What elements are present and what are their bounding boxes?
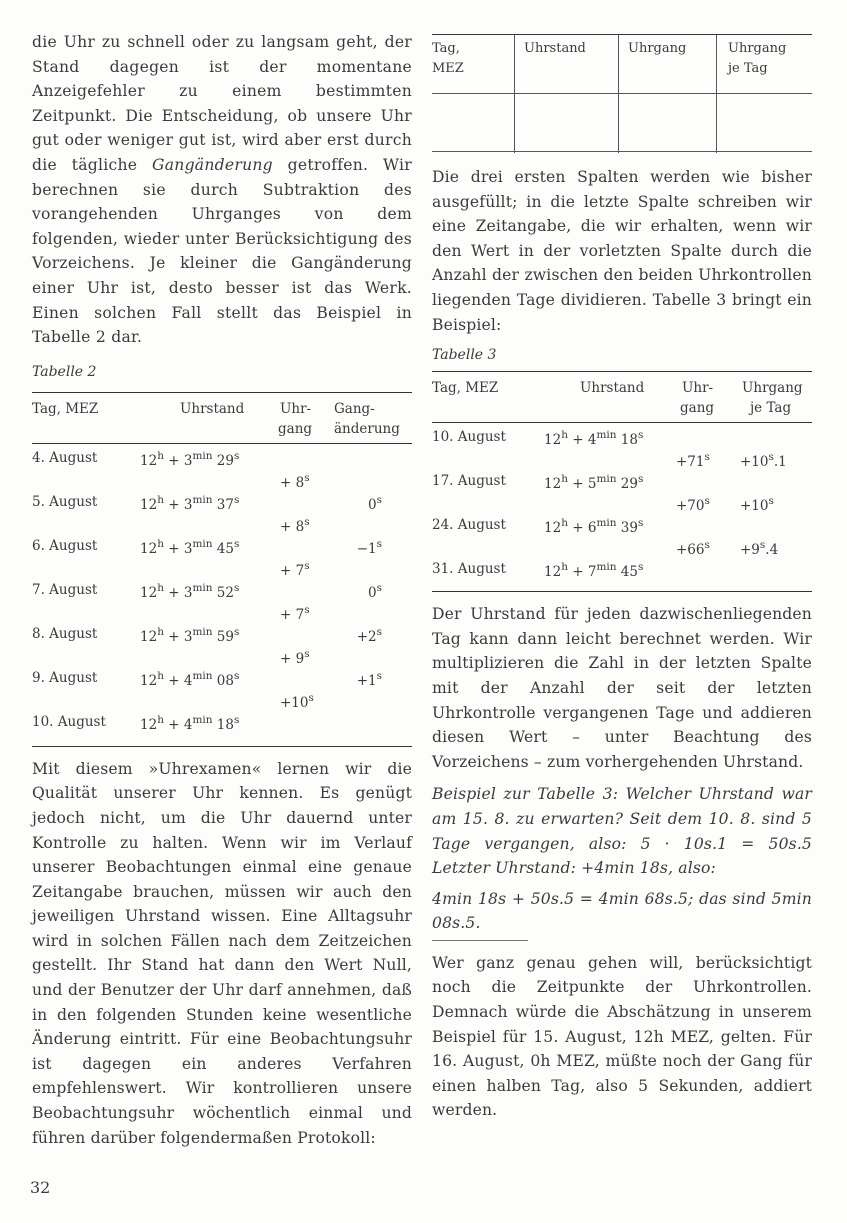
left-p1-rest: getroffen. Wir berechnen sie durch Subtraktion des vorangehenden Uhrganges von dem folgenden, wieder unter Berücksichtigung des Vorzeichens. Je kleiner die Gangänderung einer Uhr ist, desto besser ist das Werk. Einen solchen Fall stellt das Beispiel in Tabelle 2 dar. — [32, 155, 412, 347]
table2-row-date: 5. August — [32, 493, 98, 510]
page-number: 32 — [30, 1178, 51, 1197]
table2-row-gang: + $7^s$ — [280, 603, 310, 623]
empty-table-mid-rule — [432, 93, 812, 94]
table2-row-gang: + $7^s$ — [280, 559, 310, 579]
table3-body — [432, 423, 812, 591]
table3-row-gang: $+71^s$ — [676, 451, 710, 471]
table3-row-date: 24. August — [432, 517, 506, 534]
table2-header-gang-2: gang — [278, 420, 313, 437]
left-column — [32, 30, 412, 1150]
table2-bottom-rule — [32, 746, 412, 747]
example-paragraph-2: 4min 18s + 50s.5 = 4min 68s.5; das sind 5min 08s.5. — [432, 889, 812, 933]
table2-row-stand: $12^h + 4^{min}$ 08$^s$ — [140, 669, 240, 689]
empty-table-header-stand: Uhrstand — [524, 41, 586, 56]
left-p1-italic: Gangänderung — [152, 155, 273, 174]
empty-table-header-tag: Tag, — [432, 41, 460, 56]
table2-header-gang-1: Uhr- — [280, 400, 312, 417]
example-paragraph-1: Beispiel zur Tabelle 3: Welcher Uhrstand war am 15. 8. zu erwarten? Seit dem 10. 8. sind 5 Tage vergangen, also: 5 · 10s.1 = 50s.5 Letzter Uhrstand: +4min 18s, also: — [432, 785, 812, 878]
table2-header-aend-2: änderung — [334, 420, 400, 437]
table2-row-gang: + $8^s$ — [280, 471, 310, 491]
left-p1-text: die Uhr zu schnell oder zu langsam geht, der Stand dagegen ist der momentane Anzeigefehler zu einem bestimmten Zeitpunkt. Die Entscheidung, ob unsere Uhr gut oder weniger gut ist, wird aber erst durch die tägliche — [32, 33, 412, 174]
table2-row-gang: $+10^s$ — [280, 691, 314, 711]
empty-table-header-jetag-1: Uhrgang — [728, 41, 787, 56]
table3-header-gang-2: gang — [680, 400, 715, 417]
table2-row-aenderung: $+1^s$ — [356, 669, 382, 689]
table3-row-date: 17. August — [432, 473, 506, 490]
table3-header-stand: Uhrstand — [580, 380, 645, 397]
table2-row-stand: $12^h + 4^{min}$ 18$^s$ — [140, 713, 240, 733]
table3-row-jetag: $+10^s$ — [740, 495, 774, 515]
table2-caption: Tabelle 2 — [32, 363, 97, 380]
table2-row-stand: $12^h + 3^{min}$ 37$^s$ — [140, 493, 240, 513]
table2-header — [32, 393, 412, 443]
table2-row-aenderung: 0$^s$ — [368, 581, 382, 601]
table2-row-stand: $12^h + 3^{min}$ 29$^s$ — [140, 449, 240, 469]
table2-header-stand: Uhrstand — [180, 400, 245, 417]
table2-row-date: 8. August — [32, 625, 98, 642]
table2-row-aenderung: 0$^s$ — [368, 493, 382, 513]
empty-table-header-jetag-2: je Tag — [728, 61, 768, 76]
right-paragraph-1: Die drei ersten Spalten werden wie bisher ausgefüllt; in die letzte Spalte schreiben wir eine Zeitangabe, die wir erhalten, wenn wir den Wert in der vorletzten Spalte durch die Anzahl der zwischen den beiden Uhrkontrollen liegenden Tage dividieren. Tabelle 3 bringt ein Beispiel: — [432, 168, 812, 334]
empty-table-vline-3 — [716, 35, 717, 153]
table2-body — [32, 444, 412, 746]
table3-row-gang: $+70^s$ — [676, 495, 710, 515]
table2-row-date: 10. August — [32, 713, 106, 730]
table2-row-aenderung: $+2^s$ — [356, 625, 382, 645]
table3-header-gang-1: Uhr- — [682, 380, 714, 397]
example-rule — [432, 940, 528, 941]
table3-row-jetag: $+10^s.1$ — [740, 451, 787, 471]
table2-row-stand: $12^h + 3^{min}$ 45$^s$ — [140, 537, 240, 557]
table3-header — [432, 372, 812, 422]
empty-table-vline-1 — [514, 35, 515, 153]
table2-row-date: 7. August — [32, 581, 98, 598]
table3-row-stand: $12^h + 7^{min}$ 45$^s$ — [544, 561, 644, 581]
table2-row-date: 9. August — [32, 669, 98, 686]
table2-row-stand: $12^h + 3^{min}$ 52$^s$ — [140, 581, 240, 601]
empty-table-vline-2 — [618, 35, 619, 153]
table3-row-stand: $12^h + 5^{min}$ 29$^s$ — [544, 473, 644, 493]
table3-header-date: Tag, MEZ — [432, 380, 499, 397]
table2-row-stand: $12^h + 3^{min}$ 59$^s$ — [140, 625, 240, 645]
empty-table-header-gang: Uhrgang — [628, 41, 687, 56]
empty-table-bottom-rule — [432, 151, 812, 152]
table2-header-aend-1: Gang- — [334, 400, 375, 417]
empty-log-table — [432, 35, 812, 153]
table3-row-jetag: $+9^s.4$ — [740, 539, 779, 559]
table3-row-gang: $+66^s$ — [676, 539, 710, 559]
table3-header-jetag-2: je Tag — [750, 400, 792, 417]
empty-table-header-mez: MEZ — [432, 61, 464, 76]
table2-row-gang: + $9^s$ — [280, 647, 310, 667]
table2-row-date: 6. August — [32, 537, 98, 554]
table3-header-jetag-1: Uhrgang — [742, 380, 803, 397]
left-paragraph-1 — [32, 30, 412, 350]
right-column — [432, 34, 812, 1123]
table2-row-aenderung: $-1^s$ — [356, 537, 382, 557]
table3-row-date: 31. August — [432, 561, 506, 578]
table2-row-gang: + $8^s$ — [280, 515, 310, 535]
table3-row-date: 10. August — [432, 429, 506, 446]
right-paragraph-3: Wer ganz genau gehen will, berücksichtigt noch die Zeitpunkte der Uhrkontrollen. Demnach würde die Abschätzung in unserem Beispiel für 15. August, 12h MEZ, gelten. Für 16. August, 0h MEZ, müßte noch der Gang für einen halben Tag, also 5 Sekunden, addiert werden. — [432, 953, 812, 1120]
table3-row-stand: $12^h + 6^{min}$ 39$^s$ — [544, 517, 644, 537]
table3-caption: Tabelle 3 — [432, 347, 497, 364]
table2-header-date: Tag, MEZ — [32, 400, 99, 417]
table3-bottom-rule — [432, 591, 812, 592]
table3-row-stand: $12^h + 4^{min}$ 18$^s$ — [544, 429, 644, 449]
table2-row-date: 4. August — [32, 449, 98, 466]
left-paragraph-2: Mit diesem »Uhrexamen« lernen wir die Qualität unserer Uhr kennen. Es genügt jedoch nicht, um die Uhr dauernd unter Kontrolle zu halten. Wenn wir im Verlauf unserer Beobachtungen einmal eine genaue Zeitangabe brauchen, müssen wir auch den jeweiligen Uhrstand wissen. Eine Alltagsuhr wird in solchen Fällen nach dem Zeitzeichen gestellt. Ihr Stand hat dann den Wert Null, und der Benutzer der Uhr darf annehmen, daß in den folgenden Stunden keine wesentliche Änderung eintritt. Für eine Beobachtungsuhr ist dagegen ein anderes Verfahren empfehlenswert. Wir kontrollieren unsere Beobachtungsuhr wöchentlich einmal und führen darüber folgendermaßen Protokoll: — [32, 759, 412, 1147]
right-paragraph-2: Der Uhrstand für jeden dazwischenliegenden Tag kann dann leicht berechnet werden. Wir multiplizieren die Zahl in der letzten Spalte mit der Anzahl der seit der letzten Uhrkontrolle vergangenen Tage und addieren diesen Wert – unter Beachtung des Vorzeichens – zum vorhergehenden Uhrstand. — [432, 605, 812, 771]
